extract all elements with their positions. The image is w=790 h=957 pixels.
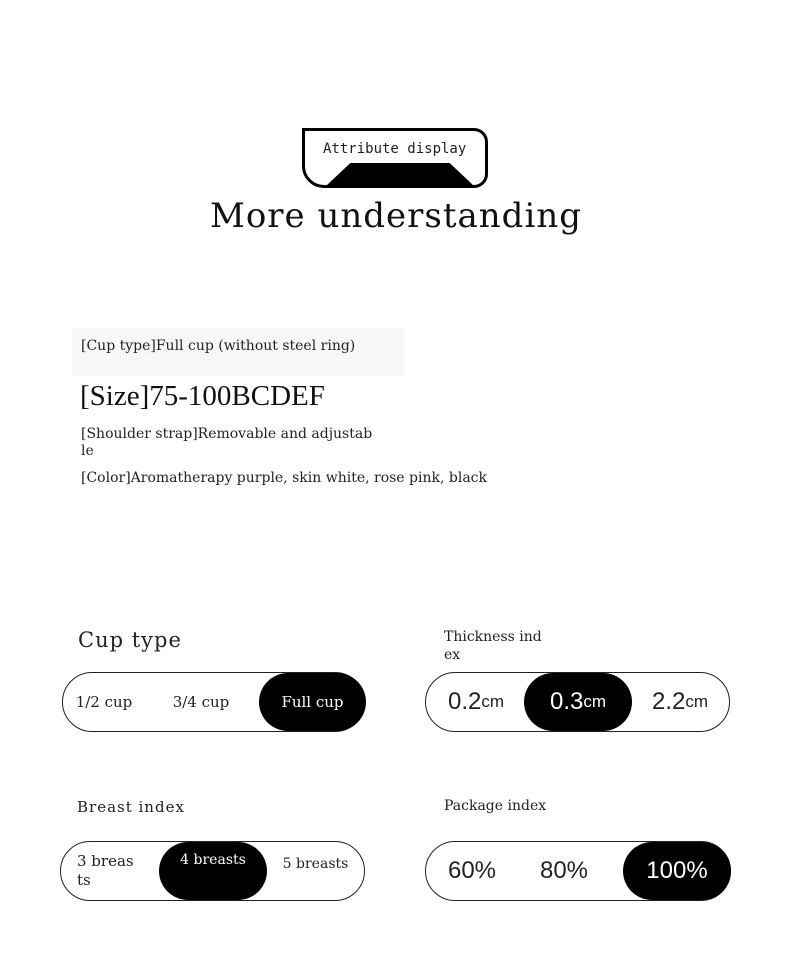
breast-option-4[interactable]: 4 breasts bbox=[159, 842, 267, 900]
thickness-value: 0.2 bbox=[447, 688, 482, 715]
cup-type-index-label: Cup type bbox=[78, 628, 182, 652]
badge-tab-shape bbox=[327, 163, 473, 185]
breast-option-3[interactable] bbox=[61, 842, 159, 900]
attr-shoulder-strap-line1: [Shoulder strap]Removable and adjustab bbox=[81, 426, 373, 442]
thickness-option-0-2[interactable] bbox=[428, 673, 524, 731]
badge-label: Attribute display bbox=[323, 141, 467, 157]
thickness-label-line2: ex bbox=[444, 647, 461, 663]
thickness-option-0-3[interactable] bbox=[524, 673, 632, 731]
attr-cup-type: [Cup type]Full cup (without steel ring) bbox=[81, 338, 356, 354]
thickness-label-line1: Thickness ind bbox=[444, 629, 542, 645]
thickness-value: 2.2 bbox=[651, 688, 686, 715]
section-badge bbox=[302, 128, 488, 188]
watermark bbox=[484, 326, 790, 633]
thickness-unit: cm bbox=[685, 692, 709, 711]
breast-option-3-line1: 3 breas bbox=[77, 852, 134, 870]
package-option-100[interactable]: 100% bbox=[623, 842, 731, 900]
breast-selector bbox=[60, 841, 365, 901]
cup-option-three-quarter[interactable]: 3/4 cup bbox=[172, 693, 230, 711]
breast-index-label: Breast index bbox=[77, 798, 185, 816]
cup-option-full[interactable]: Full cup bbox=[259, 673, 366, 731]
thickness-unit: cm bbox=[481, 692, 505, 711]
thickness-selector bbox=[425, 672, 730, 732]
attr-color: [Color]Aromatherapy purple, skin white, rose pink, black bbox=[81, 470, 487, 486]
package-index-label: Package index bbox=[444, 798, 547, 814]
thickness-index-label bbox=[444, 628, 542, 664]
breast-option-5[interactable]: 5 breasts bbox=[282, 856, 349, 872]
thickness-unit: cm bbox=[583, 692, 607, 711]
cup-type-selector bbox=[62, 672, 365, 732]
package-option-60[interactable]: 60% bbox=[447, 857, 497, 884]
package-selector bbox=[425, 841, 731, 901]
attr-shoulder-strap bbox=[81, 426, 372, 460]
thickness-option-2-2[interactable] bbox=[632, 673, 728, 731]
thickness-value: 0.3 bbox=[549, 688, 584, 715]
attr-shoulder-strap-line2: le bbox=[81, 443, 94, 459]
section-title: More understanding bbox=[210, 196, 582, 236]
package-option-80[interactable]: 80% bbox=[539, 857, 589, 884]
cup-option-half[interactable]: 1/2 cup bbox=[75, 693, 133, 711]
attr-size: [Size]75-100BCDEF bbox=[80, 380, 325, 412]
breast-option-3-line2: ts bbox=[77, 871, 91, 889]
